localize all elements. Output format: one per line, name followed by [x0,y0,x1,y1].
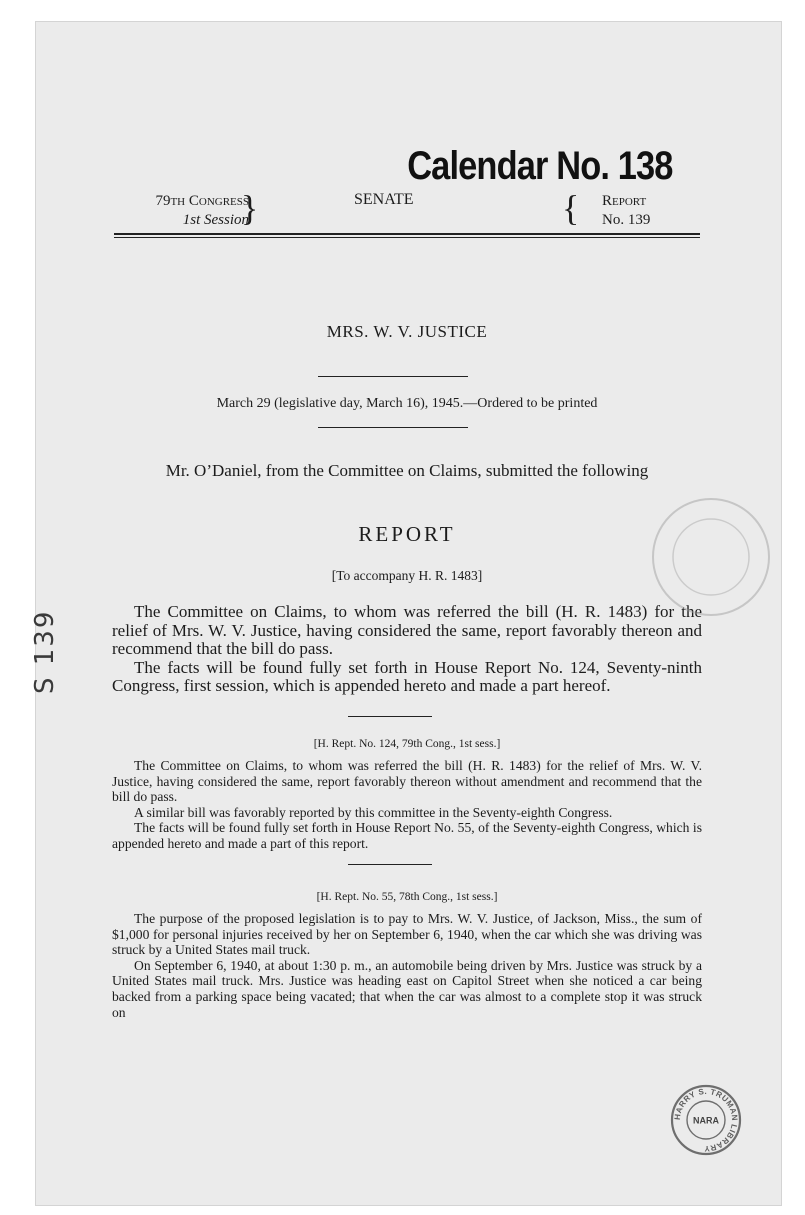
chamber-label: SENATE [354,191,414,208]
dateline-rule [318,427,468,428]
header-rule-top [114,233,700,235]
bleed-through-text [156,257,756,527]
senate-paragraph: The Committee on Claims, to whom was referred the bill (H. R. 1483) for the relief of Mrs. W. V. Justice, having considered the same, report favorably thereon and recommend that the bill do pass. [112,602,702,659]
right-brace: { [562,188,580,228]
page-title: MRS. W. V. JUSTICE [326,322,488,341]
senate-report-body [112,603,702,696]
house-124-paragraph: A similar bill was favorably reported by this committee in the Seventy-eighth Congress. [134,804,613,820]
header-rule-bottom [114,237,700,238]
stamp-center-text: NARA [693,1115,719,1126]
senate-paragraph: The facts will be found fully set forth in House Report No. 124, Seventy-ninth Congress, first session, which is appended hereto and made a part hereof. [112,657,702,696]
congress-label: 79th Congress [155,193,249,209]
handwritten-margin-note: S 139 [30,609,60,694]
submitted-by: Mr. O’Daniel, from the Committee on Claims, submitted the following [165,461,649,480]
house-55-paragraph: The purpose of the proposed legislation is to pay to Mrs. W. V. Justice, of Jackson, Miss., the sum of $1,000 for personal injuries received by her on September 6, 1940, when the car which she was driving was struck by a United States mail truck. [112,911,702,958]
report-heading: REPORT [358,522,456,546]
document-page [30,22,781,1205]
left-brace: } [241,188,259,228]
dateline: March 29 (legislative day, March 16), 1945.—Ordered to be printed [216,396,598,411]
house-report-124-body [112,758,702,852]
calendar-number: Calendar No. 138 [407,144,673,188]
stamp-outer-text: HARRY S. TRUMAN LIBRARY [672,1086,740,1154]
title-rule [318,376,468,377]
congress-block [114,192,249,230]
section-rule-1 [348,716,432,717]
section-rule-2 [348,864,432,865]
house-report-124-ref: [H. Rept. No. 124, 79th Cong., 1st sess.] [313,738,501,750]
nara-library-stamp [670,1084,742,1156]
report-block [602,192,650,230]
house-report-55-body [112,911,702,1020]
faded-library-stamp [646,492,776,622]
house-124-paragraph: The facts will be found fully set forth in House Report No. 55, of the Seventy-eighth Congress, which is appended hereto and made a part of this report. [112,820,702,851]
accompany-line: [To accompany H. R. 1483] [331,568,483,583]
house-124-paragraph: The Committee on Claims, to whom was referred the bill (H. R. 1483) for the relief of Mrs. W. V. Justice, having considered the same, report favorably thereon without amendment and recommend that the bill do pass. [112,758,702,805]
report-number: No. 139 [602,212,651,228]
house-report-55-ref: [H. Rept. No. 55, 78th Cong., 1st sess.] [316,891,498,903]
session-label: 1st Session [182,212,249,228]
house-55-paragraph: On September 6, 1940, at about 1:30 p. m., an automobile being driven by Mrs. Justice was struck by a United States mail truck. Mrs. Justice was heading east on Capitol Street when she noticed a car being backed from a parking space being vacated; that when the car was almost to a complete stop it was struck on [112,957,702,1020]
report-label: Report [602,193,647,209]
